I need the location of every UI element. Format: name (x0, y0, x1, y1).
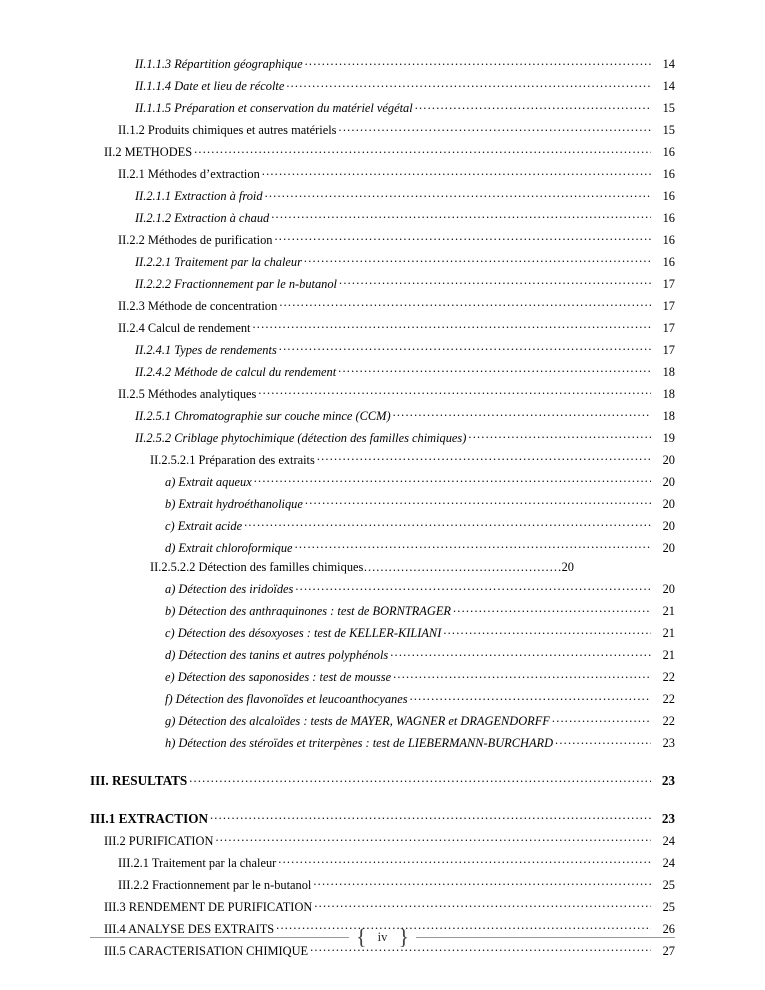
toc-entry-page: 17 (662, 342, 675, 357)
toc-entry[interactable] (135, 338, 675, 360)
toc-entry[interactable] (165, 621, 675, 643)
toc-entry-page: 20 (662, 496, 675, 511)
toc-entry-page: 22 (662, 714, 675, 729)
toc-entry-page: 25 (662, 899, 675, 914)
toc-entry[interactable] (118, 294, 675, 316)
toc-entry[interactable] (165, 536, 675, 558)
toc-entry[interactable] (104, 140, 675, 162)
toc-leader-dots (410, 691, 651, 703)
toc-leader-dots (275, 231, 652, 243)
toc-entry[interactable] (118, 118, 675, 140)
toc-leader-dots (338, 363, 651, 375)
toc-entry[interactable] (135, 52, 675, 74)
toc-entry[interactable] (135, 74, 675, 96)
toc-entry-label: g) Détection des alcaloïdes : tests de MAYER, WAGNER et DRAGENDORFF (165, 714, 550, 729)
toc-entry-page: 20 (662, 518, 675, 533)
toc-leader-dots (415, 100, 651, 112)
footer-rule-right (416, 937, 675, 938)
toc-entry[interactable] (118, 316, 675, 338)
toc-entry-label: II.2.1.2 Extraction à chaud (135, 210, 270, 225)
toc-entry-page: 21 (662, 648, 675, 663)
toc-entry-label: f) Détection des flavonoïdes et leucoanthocyanes (165, 692, 408, 707)
toc-entry-label: II.2.5.2.1 Préparation des extraits (150, 452, 315, 467)
toc-entry[interactable] (135, 360, 675, 382)
toc-leader-dots (278, 854, 651, 866)
toc-entry-page: 14 (662, 56, 675, 71)
toc-entry[interactable] (90, 769, 675, 791)
toc-entry-page: 17 (662, 298, 675, 313)
toc-entry[interactable] (90, 807, 675, 829)
toc-leader-dots (304, 253, 651, 265)
toc-entry[interactable] (118, 162, 675, 184)
toc-entry[interactable] (135, 184, 675, 206)
toc-entry-page: 14 (662, 78, 675, 93)
toc-entry-label: III.3 RENDEMENT DE PURIFICATION (104, 899, 313, 914)
toc-entry-page: 23 (662, 736, 675, 751)
toc-entry-page: 23 (661, 810, 675, 826)
toc-leader-dots (210, 810, 651, 822)
footer-brace-left: { (355, 924, 367, 949)
toc-entry-page: 17 (662, 320, 675, 335)
toc-entry-page: 23 (661, 773, 675, 789)
toc-entry-label: II.2.5.2.2 Détection des familles chimiques…………………………………………20 (150, 560, 574, 575)
toc-entry-label: III. RESULTATS (90, 773, 188, 789)
toc-entry[interactable] (165, 514, 675, 536)
toc-entry-page: 27 (662, 943, 675, 958)
toc-entry-label: II.1.1.4 Date et lieu de récolte (135, 78, 285, 93)
toc-leader-dots (244, 517, 651, 529)
toc-entry[interactable] (118, 228, 675, 250)
toc-leader-dots (339, 275, 651, 287)
toc-entry-label: II.2.2 Méthodes de purification (118, 232, 273, 247)
toc-entry-page: 24 (662, 833, 675, 848)
toc-leader-dots (443, 625, 651, 637)
toc-entry[interactable] (135, 272, 675, 294)
toc-entry-page: 21 (662, 604, 675, 619)
toc-entry-label: II.1.1.3 Répartition géographique (135, 56, 303, 71)
toc-entry-page: 20 (662, 540, 675, 555)
toc-entry-label: III.2.2 Fractionnement par le n-butanol (118, 877, 312, 892)
toc-leader-dots (215, 832, 651, 844)
toc-entry-label: II.2.2.2 Fractionnement par le n-butanol (135, 276, 338, 291)
toc-entry-page: 15 (662, 122, 675, 137)
toc-leader-dots (468, 429, 651, 441)
toc-leader-dots (555, 735, 651, 747)
toc-entry-label: II.2.4 Calcul de rendement (118, 320, 251, 335)
toc-entry-label: a) Extrait aqueux (165, 474, 252, 489)
toc-entry[interactable] (165, 470, 675, 492)
page-number: iv (377, 929, 388, 944)
toc-entry-page: 26 (662, 921, 675, 936)
toc-leader-dots (453, 603, 651, 615)
toc-entry-label: d) Extrait chloroformique (165, 540, 293, 555)
toc-entry-label: II.2.1 Méthodes d’extraction (118, 166, 260, 181)
toc-entry-label: e) Détection des saponosides : test de mousse (165, 670, 392, 685)
toc-entry-page: 16 (662, 188, 675, 203)
footer-brace-right: } (398, 924, 410, 949)
toc-entry[interactable] (104, 895, 675, 917)
toc-entry-page: 21 (662, 626, 675, 641)
toc-entry-label: d) Détection des tanins et autres polyphénols (165, 648, 389, 663)
toc-leader-dots (393, 669, 651, 681)
toc-entry[interactable] (165, 577, 675, 599)
toc-spacer (90, 753, 675, 769)
toc-entry-label: II.1.2 Produits chimiques et autres matériels (118, 122, 337, 137)
toc-leader-dots (390, 647, 651, 659)
toc-leader-dots (305, 495, 651, 507)
toc-entry[interactable] (165, 492, 675, 514)
table-of-contents (90, 52, 675, 961)
toc-entry-label: III.4 ANALYSE DES EXTRAITS (104, 921, 275, 936)
toc-entry[interactable] (135, 250, 675, 272)
toc-entry-page: 18 (662, 364, 675, 379)
toc-entry[interactable] (135, 426, 675, 448)
toc-entry[interactable] (165, 665, 675, 687)
toc-leader-dots (271, 209, 651, 221)
toc-entry[interactable] (135, 404, 675, 426)
toc-entry-page: 16 (662, 166, 675, 181)
toc-entry-page: 20 (662, 452, 675, 467)
toc-entry-page: 22 (662, 670, 675, 685)
toc-entry-label: II.1.1.5 Préparation et conservation du matériel végétal (135, 100, 413, 115)
toc-leader-dots (286, 78, 651, 90)
toc-entry-page: 19 (662, 430, 675, 445)
toc-entry-label: II.2.4.1 Types de rendements (135, 342, 277, 357)
toc-entry[interactable] (104, 829, 675, 851)
toc-entry-label: c) Détection des désoxyoses : test de KELLER-KILIANI (165, 626, 442, 641)
toc-leader-dots (254, 473, 651, 485)
toc-entry[interactable] (165, 599, 675, 621)
toc-leader-dots (279, 297, 651, 309)
toc-leader-dots (194, 144, 651, 156)
toc-leader-dots (314, 898, 651, 910)
toc-entry[interactable] (165, 687, 675, 709)
toc-entry[interactable] (135, 206, 675, 228)
toc-entry[interactable] (118, 851, 675, 873)
toc-leader-dots (258, 385, 651, 397)
toc-entry-page: 18 (662, 386, 675, 401)
toc-entry-label: II.2.2.1 Traitement par la chaleur (135, 254, 302, 269)
toc-entry[interactable] (165, 731, 675, 753)
toc-entry-label: II.2.1.1 Extraction à froid (135, 188, 263, 203)
footer-rule-left (90, 937, 349, 938)
toc-entry-page: 24 (662, 855, 675, 870)
toc-entry-label: III.1 EXTRACTION (90, 810, 208, 826)
toc-entry-page: 15 (662, 100, 675, 115)
toc-spacer (90, 791, 675, 807)
toc-leader-dots (265, 188, 651, 200)
toc-entry-page: 18 (662, 408, 675, 423)
toc-entry-page: 16 (662, 210, 675, 225)
toc-leader-dots (295, 539, 651, 551)
toc-entry-label: b) Détection des anthraquinones : test de BORNTRAGER (165, 604, 451, 619)
toc-entry[interactable] (135, 96, 675, 118)
toc-entry-label: a) Détection des iridoïdes (165, 582, 294, 597)
toc-leader-dots (279, 341, 651, 353)
toc-entry-page: 20 (662, 582, 675, 597)
toc-entry-label: III.2 PURIFICATION (104, 833, 214, 848)
toc-leader-dots (393, 407, 651, 419)
toc-entry-page: 25 (662, 877, 675, 892)
toc-entry-page: 16 (662, 254, 675, 269)
toc-leader-dots (339, 122, 651, 134)
toc-entry-page: 17 (662, 276, 675, 291)
toc-entry-label: b) Extrait hydroéthanolique (165, 496, 303, 511)
toc-entry-label: III.5 CARACTERISATION CHIMIQUE (104, 943, 309, 958)
toc-entry[interactable] (150, 448, 675, 470)
page-footer (90, 921, 675, 950)
toc-entry[interactable] (165, 643, 675, 665)
toc-entry-label: II.2.5.2 Criblage phytochimique (détection des familles chimiques) (135, 430, 467, 445)
toc-entry-label: II.2.5 Méthodes analytiques (118, 386, 257, 401)
toc-entry[interactable] (118, 382, 675, 404)
toc-entry-label: c) Extrait acide (165, 518, 243, 533)
toc-entry-page: 20 (662, 474, 675, 489)
toc-leader-dots (262, 166, 651, 178)
toc-entry[interactable] (118, 873, 675, 895)
toc-leader-dots (317, 451, 651, 463)
toc-entry-label: II.2.5.1 Chromatographie sur couche mince (CCM) (135, 408, 391, 423)
toc-entry-label: II.2.4.2 Méthode de calcul du rendement (135, 364, 337, 379)
toc-entry-label: III.2.1 Traitement par la chaleur (118, 855, 277, 870)
toc-leader-dots (305, 56, 651, 68)
toc-leader-dots (313, 876, 651, 888)
toc-entry[interactable] (165, 709, 675, 731)
toc-leader-dots (295, 581, 651, 593)
toc-entry-label: II.2 METHODES (104, 144, 193, 159)
toc-entry-page: 16 (662, 144, 675, 159)
toc-leader-dots (189, 773, 651, 785)
toc-entry-page: 16 (662, 232, 675, 247)
toc-entry[interactable] (150, 558, 675, 578)
toc-entry-label: II.2.3 Méthode de concentration (118, 298, 278, 313)
toc-entry-label: h) Détection des stéroïdes et triterpènes : test de LIEBERMANN-BURCHARD (165, 736, 554, 751)
toc-entry-page: 22 (662, 692, 675, 707)
toc-leader-dots (252, 319, 651, 331)
toc-leader-dots (552, 713, 651, 725)
